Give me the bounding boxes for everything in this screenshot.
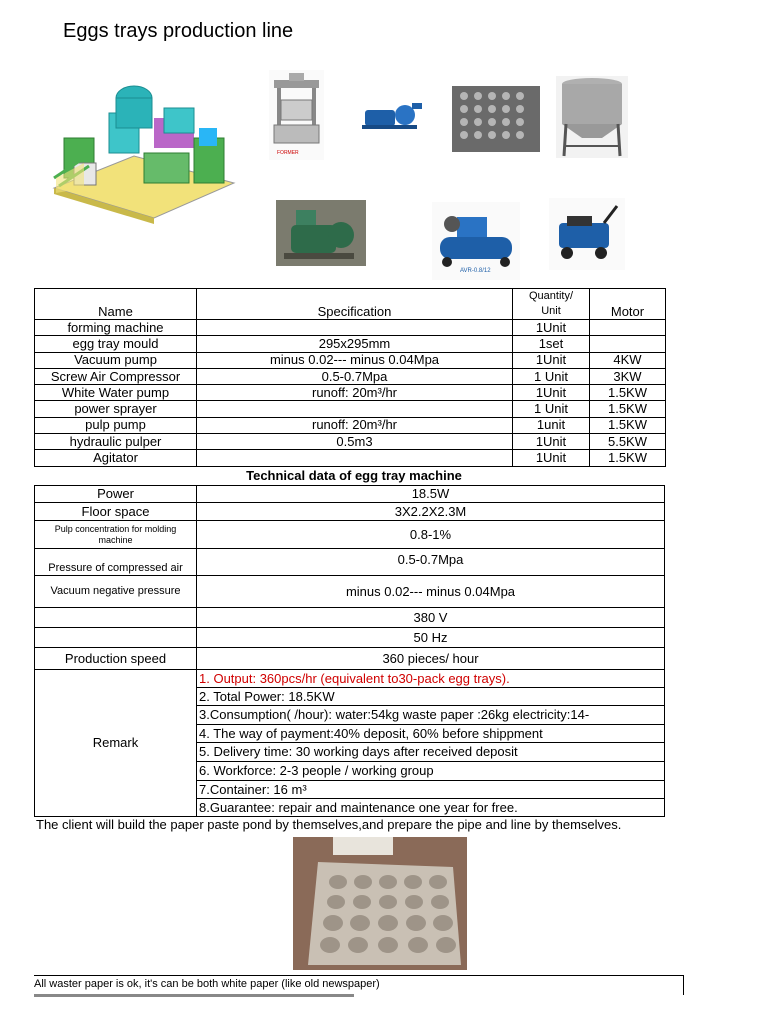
tech-row-voltage <box>35 608 665 628</box>
cell-qty: 1Unit <box>513 352 590 368</box>
cell-spec: 295x295mm <box>197 336 513 352</box>
production-line-illustration <box>44 68 239 228</box>
cell-motor: 1.5KW <box>590 417 666 433</box>
cell-name: power sprayer <box>35 401 197 417</box>
remark-item: 7.Container: 16 m³ <box>197 781 665 799</box>
vacuum-pressure-label: Vacuum negative pressure <box>35 576 197 608</box>
cell-qty: 1Unit <box>513 434 590 450</box>
cell-motor <box>590 320 666 336</box>
tech-row-pulp <box>35 521 665 549</box>
header-motor: Motor <box>590 289 666 320</box>
cell-qty: 1unit <box>513 417 590 433</box>
production-speed-label: Production speed <box>35 648 197 670</box>
cell-spec: runoff: 20m³/hr <box>197 385 513 401</box>
cell-name: egg tray mould <box>35 336 197 352</box>
cell-spec <box>197 401 513 417</box>
power-value: 18.5W <box>197 486 665 503</box>
remark-item: 1. Output: 360pcs/hr (equivalent to30-pack egg trays). <box>197 670 665 688</box>
header-quantity: Quantity/ Unit <box>513 289 590 320</box>
pulp-concentration-value: 0.8-1% <box>197 521 665 549</box>
client-note: The client will build the paper paste pond by themselves,and prepare the pipe and line by themselves. <box>36 817 622 832</box>
table-row <box>35 368 666 384</box>
remark-row <box>35 670 665 688</box>
cell-name: hydraulic pulper <box>35 434 197 450</box>
cell-name: Screw Air Compressor <box>35 368 197 384</box>
table-row <box>35 434 666 450</box>
cell-name: forming machine <box>35 320 197 336</box>
cell-spec: 0.5m3 <box>197 434 513 450</box>
remark-item: 6. Workforce: 2-3 people / working group <box>197 762 665 781</box>
cell-motor: 1.5KW <box>590 450 666 466</box>
page-title: Eggs trays production line <box>63 20 294 42</box>
forming-machine-photo <box>269 70 324 160</box>
vacuum-pump-photo <box>276 200 366 266</box>
tech-row-floor <box>35 503 665 521</box>
tech-row-pressure <box>35 549 665 576</box>
power-sprayer-photo <box>549 198 625 270</box>
footer-cutoff-line <box>34 992 684 998</box>
tech-table-title: Technical data of egg tray machine <box>246 468 462 483</box>
table-row <box>35 352 666 368</box>
forming-machine-caption: FORMER <box>277 150 299 156</box>
floor-space-value: 3X2.2X2.3M <box>197 503 665 521</box>
cell-name: Agitator <box>35 450 197 466</box>
header-specification: Specification <box>197 289 513 320</box>
cell-spec <box>197 320 513 336</box>
table-row <box>35 417 666 433</box>
cell-spec: 0.5-0.7Mpa <box>197 368 513 384</box>
remark-item: 2. Total Power: 18.5KW <box>197 688 665 706</box>
table-row <box>35 320 666 336</box>
header-name: Name <box>35 289 197 320</box>
cell-motor: 1.5KW <box>590 401 666 417</box>
table-row <box>35 450 666 466</box>
cell-motor: 5.5KW <box>590 434 666 450</box>
hydraulic-pulper-photo <box>556 76 628 158</box>
cell-qty: 1Unit <box>513 320 590 336</box>
vacuum-pressure-value: minus 0.02--- minus 0.04Mpa <box>197 576 665 608</box>
pulp-concentration-label: Pulp concentration for molding machine <box>35 521 197 549</box>
cell-name: Vacuum pump <box>35 352 197 368</box>
tech-row-speed <box>35 648 665 670</box>
cell-qty: 1 Unit <box>513 401 590 417</box>
pump-photo <box>360 95 425 135</box>
voltage-value: 380 V <box>197 608 665 628</box>
technical-data-table <box>34 485 665 817</box>
cell-motor: 4KW <box>590 352 666 368</box>
cell-name: White Water pump <box>35 385 197 401</box>
equipment-table <box>34 288 666 467</box>
remark-item: 8.Guarantee: repair and maintenance one year for free. <box>197 799 665 817</box>
cell-qty: 1set <box>513 336 590 352</box>
frequency-value: 50 Hz <box>197 628 665 648</box>
cell-spec <box>197 450 513 466</box>
table-row <box>35 385 666 401</box>
cell-qty: 1 Unit <box>513 368 590 384</box>
tech-row-frequency <box>35 628 665 648</box>
remark-label: Remark <box>35 670 197 817</box>
remark-item: 4. The way of payment:40% deposit, 60% before shippment <box>197 725 665 743</box>
table-row <box>35 336 666 352</box>
compressed-air-label: Pressure of compressed air <box>35 549 197 576</box>
cell-motor: 3KW <box>590 368 666 384</box>
cell-motor <box>590 336 666 352</box>
cell-motor: 1.5KW <box>590 385 666 401</box>
tech-row-vacuum <box>35 576 665 608</box>
air-compressor-photo <box>432 202 520 280</box>
cell-spec: minus 0.02--- minus 0.04Mpa <box>197 352 513 368</box>
compressor-caption: AVR-0.8/12 <box>460 268 491 274</box>
equipment-header-row <box>35 289 666 320</box>
power-label: Power <box>35 486 197 503</box>
voltage-label <box>35 608 197 628</box>
compressed-air-value: 0.5-0.7Mpa <box>197 549 665 576</box>
cell-spec: runoff: 20m³/hr <box>197 417 513 433</box>
egg-tray-mould-photo <box>452 86 540 152</box>
floor-space-label: Floor space <box>35 503 197 521</box>
cell-qty: 1Unit <box>513 450 590 466</box>
cell-qty: 1Unit <box>513 385 590 401</box>
egg-tray-photo <box>293 837 467 970</box>
remark-item: 5. Delivery time: 30 working days after received deposit <box>197 743 665 762</box>
frequency-label <box>35 628 197 648</box>
tech-row-power <box>35 486 665 503</box>
table-row <box>35 401 666 417</box>
footer-note: All waster paper is ok, it's can be both white paper (like old newspaper) <box>34 975 684 995</box>
cell-name: pulp pump <box>35 417 197 433</box>
remark-item: 3.Consumption( /hour): water:54kg waste paper :26kg electricity:14- <box>197 706 665 725</box>
production-speed-value: 360 pieces/ hour <box>197 648 665 670</box>
